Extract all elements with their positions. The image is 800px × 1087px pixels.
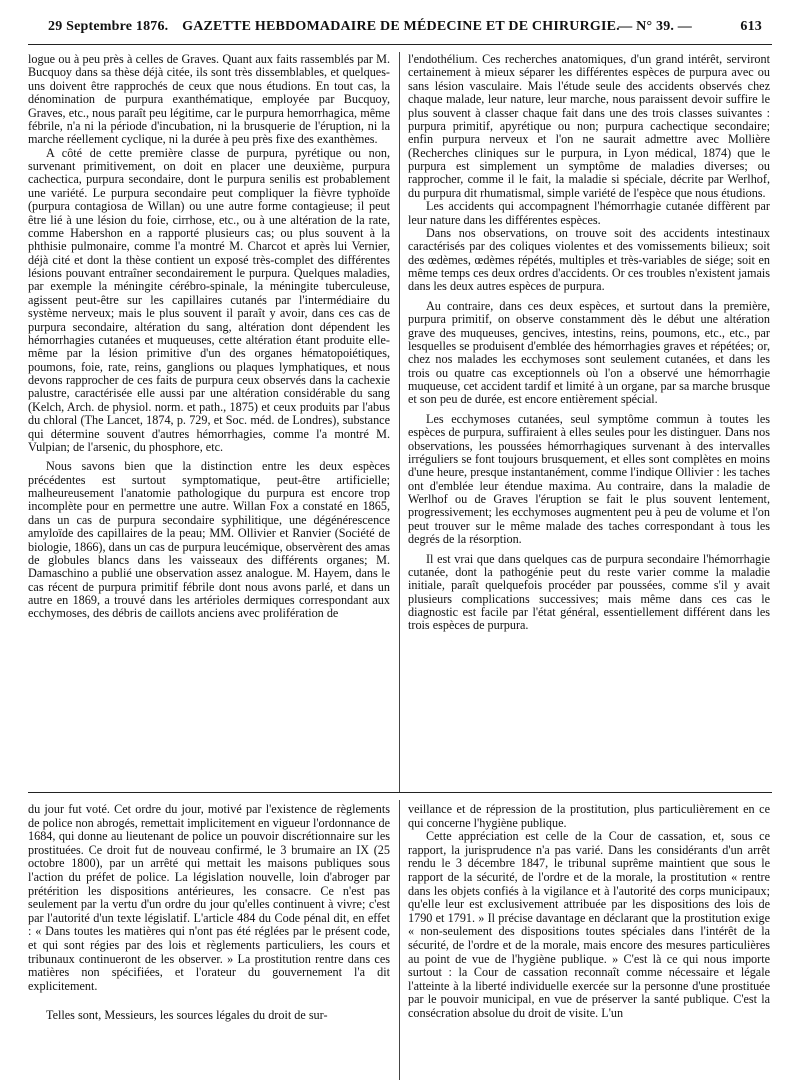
issue-number: — N° 39. — [618,19,692,34]
paragraph: Les ecchymoses cutanées, seul symptôme commun à toutes les espèces de purpura, suffiraient à elles seules pour les distinguer. Dans nos observations, les poussées hémorrhagiques survenant à des intervalles irréguliers se font toujours brusquement, et elles sont complètes en moins d'une heure, presque instantanément, comme l'indique Ollivier : les taches ont d'emblée leur étendue maxima. Au contraire, dans la maladie de Werlhof ou de Graves l'éruption se fait le plus souvent lentement, progressivement; les ecchymoses augmentent peu à peu de volume et l'on peut trouver sur le même malade des taches correspondant à tous les degrés de la résorption. [408,411,770,547]
paragraph: Telles sont, Messieurs, les sources légales du droit de sur- [46,1008,328,1023]
paragraph: logue ou à peu près à celles de Graves. Quant aux faits rassemblés par M. Bucquoy dans sa thèse déjà citée, ils sont très dissemblables, et quelques-uns doivent être rapprochés de ceux que nous étudions. En tout cas, la dénomination de purpura exanthématique, employée par Bucquoy, Graves, etc., nous paraît peu légitime, car le purpura hemorrhagica, même fébrile, n'a ni la période d'incubation, ni la brusquerie de l'éruption, ni la marche réellement cyclique, ni la durée à peu près fixe des exanthèmes. [28,52,390,147]
column-divider [399,52,400,792]
paragraph: Cette appréciation est celle de la Cour de cassation, et, sous ce rapport, la jurisprudence n'a pas varié. Dans les considérants d'un arrêt rendu le 3 décembre 1847, le tribunal suprême maintient que sous le rapport de la sécurité, de l'ordre et de la morale, la prostitution « rentre dans les objets confiés à la vigilance et à l'autorité des corps municipaux; qu'elle leur est exclusivement attribuée par les dispositions des lois de 1790 et 1791. » Il précise davantage en déclarant que la prostitution exige « non-seulement des dispositions toutes spéciales dans l'intérêt de la sécurité, de l'ordre et de la morale, mais encore des mesures particulières au point de vue de l'hygiène publique. » C'est là ce qui nous importe surtout : la Cour de cassation reconnaît comme nécessaire et légale l'atteinte à la liberté individuelle exercée sur la personne d'une prostituée par le pouvoir municipal, en vue de préserver la santé publique. C'est la consécration absolue du droit de visite. L'un [408,829,770,1020]
article-top-right-column [408,53,770,633]
paragraph: Il est vrai que dans quelques cas de purpura secondaire l'hémorrhagie cutanée, dont la pathogénie peut du reste varier comme la maladie initiale, paraît quelquefois procéder par poussées, comme s'il y avait plusieurs complications successives; mais même dans ces cas le diagnostic est facile par l'état général, essentiellement différent dans les trois espèces de purpura. [408,551,770,633]
header-rule [28,44,772,45]
article-bottom-left-column [28,803,390,1023]
paragraph: veillance et de répression de la prostitution, plus particulièrement en ce qui concerne l'hygiène publique. [408,802,770,830]
paragraph: A côté de cette première classe de purpura, pyrétique ou non, survenant primitivement, on doit en placer une deuxième, purpura cachectica, purpura secondaire, dont le purpura senilis est probablement une variété. Le purpura secondaire peut compliquer la fièvre typhoïde (purpura contagiosa de Willan) ou une autre forme contagieuse; il peut être lié à une lésion du foie, cirrhose, etc., ou à une altération de la rate, comme Habershon en a rapporté plusieurs cas; ou plus souvent à la phthisie pulmonaire, comme l'a montré M. Charcot et après lui Vernier, déjà cité et dont la thèse contient un exposé très-complet des différentes lésions pouvant entraîner secondairement le purpura. Quelques maladies, par exemple la méningite cérébro-spinale, la méningite tuberculeuse, agissent peut-être sur les capillaires cutanés par l'intermédiaire du système nerveux; mais le plus souvent il paraît y avoir, dans ces cas de purpura secondaire, altération du sang, altération dont dépendent les hémorrhagies cutanées et muqueuses, cette altération étant produite elle-même par la lésion primitive d'un des organes hématopoiétiques, poumons, foie, rate, reins, ganglions ou plaques lymphatiques, et nous devons rapprocher de ces faits de purpura ceux observés dans la cachexie palustre, caractérisée elle aussi par une altération considérable du sang (Kelch, Arch. de physiol. norm. et path., 1875) et ceux produits par l'abus du chloral (The Lancet, 1874, p. 729, et Soc. méd. de Londres), substance qui détermine souvent d'autres hémorrhagies, comme l'a montré M. Vulpian; de l'arsenic, du phosphore, etc. [28,145,390,454]
paragraph: Les accidents qui accompagnent l'hémorrhagie cutanée diffèrent par leur nature dans les différentes espèces. [408,199,770,227]
section-rule [28,792,772,793]
paragraph: du jour fut voté. Cet ordre du jour, motivé par l'existence de règlements de police non abrogés, remettait implicitement en vigueur l'ordonnance de 1684, qui donne au lieutenant de police un pouvoir discrétionnaire sur les prostituées. Ce droit fut de nouveau confirmé, le 3 brumaire an IX (25 octobre 1800), par un arrêté qui mettait les maisons publiques sous l'action du préfet de police. La législation nouvelle, loin d'abroger par prétérition les dispositions antérieures, les consacre. Ce n'est pas seulement par la vertu d'un ordre du jour qu'elles continuent à vivre; c'est par l'autorité d'un texte législatif. L'article 484 du Code pénal dit, en effet : « Dans toutes les matières qui n'ont pas été réglées par le présent code, et qui sont régies par des lois et règlements particuliers, les cours et tribunaux continueront de les observer. » La prostitution rentre dans ces matières non spécifiées, et l'orateur du gouvernement l'a dit explicitement. [28,802,390,993]
page-number: 613 [740,19,762,34]
column-divider [399,800,400,1080]
paragraph: Nous savons bien que la distinction entre les deux espèces précédentes est surtout symptomatique, peut-être artificielle; malheureusement l'anatomie pathologique du purpura est encore trop incomplète pour en permettre une autre. Willan Fox a constaté en 1865, dans un cas de purpura secondaire syphilitique, une dégénérescence amyloïde des capillaires de la peau; MM. Ollivier et Ranvier (Société de biologie, 1866), dans un cas de purpura leucémique, observèrent des amas de globules blancs dans les vaisseaux des différents organes; M. Damaschino a publié une observation assez analogue. M. Hayem, dans le cas récent de purpura primitif fébrile dont nous avons parlé, et dans un autre en 1869, a trouvé dans les artérioles dermiques correspondant aux ecchymoses, des débris de caillots anciens avec prolifération de [28,459,390,621]
running-header [40,16,762,38]
paragraph: l'endothélium. Ces recherches anatomiques, d'un grand intérêt, serviront certainement à mieux séparer les différentes espèces de purpura avec ou sans lésion vasculaire. Mais l'étude seule des accidents observés chez chaque malade, leur nature, leur marche, nous paraissent devoir suffire le plus souvent à classer chaque fait dans une des trois classes suivantes : purpura primitif, apyrétique ou non; purpura cachectique secondaire; enfin purpura nerveux et l'on ne saurait admettre avec Mollière (Recherches cliniques sur le purpura, in Lyon médical, 1874) que le purpura est simplement un symptôme de maladies diverses; ou rapprocher, comme il le fait, la maladie si spéciale, décrite par Werlhof, du purpura dit rhumatismal, simple variété de l'espèce que nous étudions. [408,52,770,200]
article-top-left-column [28,53,390,621]
article-bottom-right-column [408,803,770,1021]
paragraph: Au contraire, dans ces deux espèces, et surtout dans la première, purpura primitif, on observe constamment dès le début une altération grave des muqueuses, gencives, intestins, reins, poumons, etc., etc., par lesquelles se produisent d'emblée des hémorrhagies graves et répétées; or, chez nos malades les ecchymoses sont seulement cutanées, et dans les trois ou quatre cas exceptionnels où l'on a observé une hémorrhagie muqueuse, cet accident tardif et limité à un organe, par sa marche brusque et son peu de durée, est encore entièrement spécial. [408,298,770,407]
paragraph: Dans nos observations, on trouve soit des accidents intestinaux caractérisés par des coliques violentes et des vomissements bilieux; soit des œdèmes, œdèmes répétés, multiples et très-variables de siége; soit en même temps ces deux ordres d'accidents. Or ces troubles n'existent jamais dans les deux autres espèces de purpura. [408,225,770,294]
issue-date: 29 Septembre 1876. [48,19,169,34]
journal-title: GAZETTE HEBDOMADAIRE DE MÉDECINE ET DE CHIRURGIE. [182,19,620,34]
